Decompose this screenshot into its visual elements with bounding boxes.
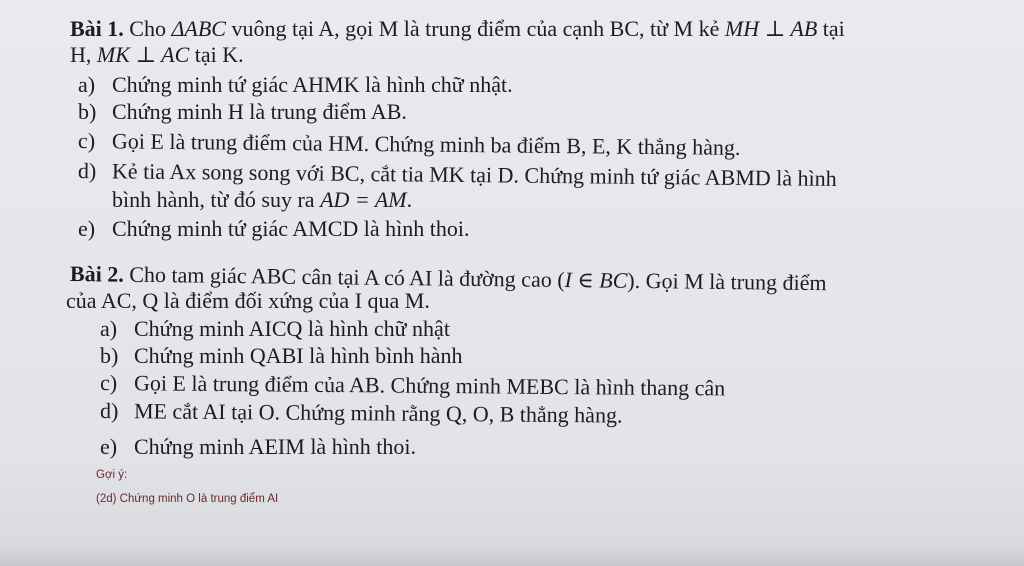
bai1-item-e-text: Chứng minh tứ giác AMCD là hình thoi. <box>112 216 470 241</box>
bai1-item-a <box>78 72 513 98</box>
bai1-item-d-cont-end: . <box>406 187 413 212</box>
bai1-text-3: tại <box>817 16 845 41</box>
bai2-item-d-text: ME cắt AI tại O. Chứng minh rằng Q, O, B thẳng hàng. <box>133 398 623 428</box>
bai1-line2-text: H, <box>70 42 97 67</box>
bai1-item-a-label: a) <box>78 72 96 97</box>
bai2-text-1: Cho tam giác ABC cân tại A có AI là đường cao ( <box>123 261 565 293</box>
bai1-item-e-label: e) <box>78 216 96 241</box>
bai1-item-e <box>78 216 470 242</box>
bai2-item-e <box>100 434 416 460</box>
bai1-item-a-text: Chứng minh tứ giác AHMK là hình chữ nhật. <box>112 72 513 97</box>
bai1-line2-text2: tại K. <box>189 42 244 67</box>
bai2-item-a-label: a) <box>100 316 118 341</box>
bai1-item-b-label: b) <box>78 99 97 124</box>
bai1-item-d-continued <box>112 187 412 213</box>
bai1-item-d-text: Kẻ tia Ax song song với BC, cắt tia MK tại D. Chứng minh tứ giác ABMD là hình <box>111 158 837 191</box>
bai2-item-b-label: b) <box>100 343 119 368</box>
bai2-item-d-label: d) <box>99 398 119 424</box>
bai1-line1 <box>70 16 845 42</box>
bai2-item-a <box>100 316 450 342</box>
bai1-item-b-text: Chứng minh H là trung điểm AB. <box>112 99 407 124</box>
bai1-title: Bài 1. <box>70 16 124 41</box>
bai1-math-ad-am: AD = AM <box>320 187 407 212</box>
bai1-text-2: vuông tại A, gọi M là trung điểm của cạnh BC, từ M kẻ <box>225 16 725 41</box>
bai1-item-d-label: d) <box>77 158 97 184</box>
bai2-item-e-text: Chứng minh AEIM là hình thoi. <box>134 434 417 459</box>
bai1-item-d-cont-text: bình hành, từ đó suy ra <box>112 187 321 212</box>
bai1-text-1: Cho <box>123 16 172 41</box>
bai1-math-mk: MK ⊥ AC <box>96 42 190 67</box>
bai2-item-a-text: Chứng minh AICQ là hình chữ nhật <box>134 316 450 341</box>
bai1-item-b <box>78 99 407 125</box>
bai2-item-c-label: c) <box>99 370 118 396</box>
bai1-item-c <box>78 128 741 161</box>
bai2-item-b-text: Chứng minh QABI là hình bình hành <box>134 343 463 368</box>
bai2-item-c <box>100 370 725 401</box>
bai2-item-c-text: Gọi E là trung điểm của AB. Chứng minh MEBC là hình thang cân <box>133 370 726 401</box>
bai2-line2-text: của AC, Q là điểm đối xứng của I qua M. <box>66 288 430 313</box>
bai1-math-triangle: ΔABC <box>171 16 226 41</box>
bai2-item-b <box>100 343 462 369</box>
bai2-item-d <box>100 398 623 429</box>
bai2-text-2: ). Gọi M là trung điểm <box>627 267 827 296</box>
bai1-item-c-label: c) <box>77 128 96 154</box>
hint-title: Gợi ý: <box>96 469 128 481</box>
bai1-line2 <box>70 42 244 68</box>
bai1-item-c-text: Gọi E là trung điểm của HM. Chứng minh ba điểm B, E, K thẳng hàng. <box>111 128 741 160</box>
bai1-math-mh: MH ⊥ AB <box>724 16 818 41</box>
hint-text: (2d) Chứng minh O là trung điểm AI <box>96 493 279 505</box>
bai2-title: Bài 2. <box>69 261 124 287</box>
bottom-shadow <box>0 544 1024 566</box>
bai2-line2 <box>66 288 430 314</box>
bai2-math-i-in-bc: I ∈ BC <box>564 267 628 293</box>
bai2-item-e-label: e) <box>100 434 118 459</box>
